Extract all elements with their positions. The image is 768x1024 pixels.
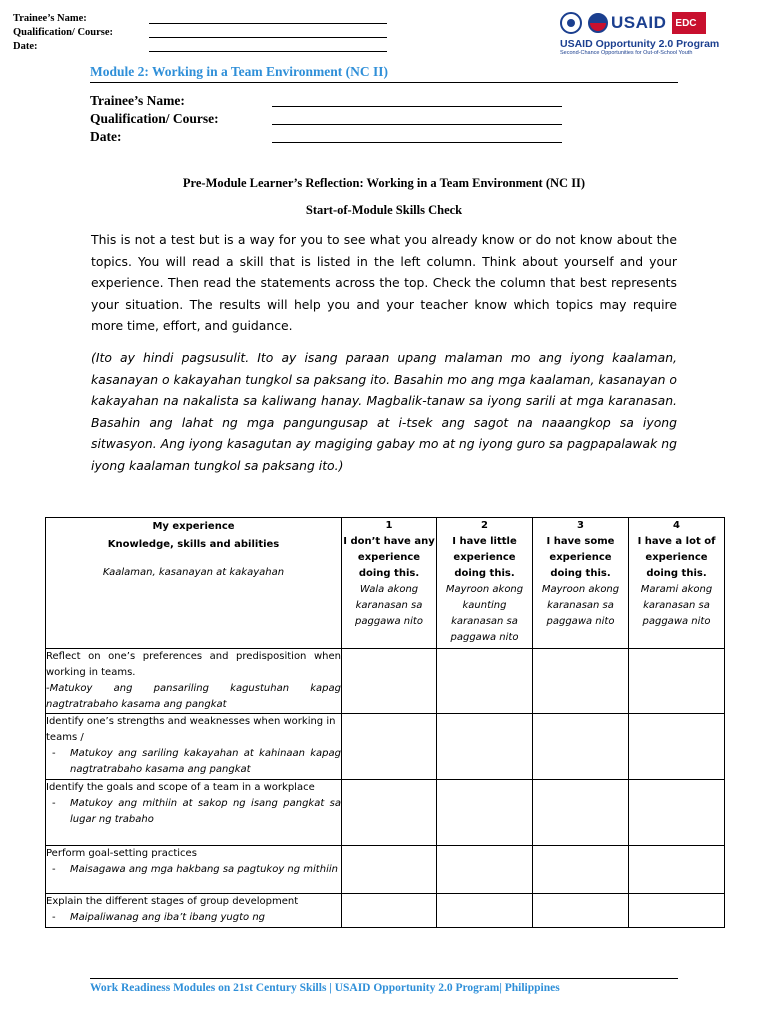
experience-header-filipino: Kaalaman, kasanayan at kakayahan xyxy=(102,567,285,578)
rating-cell-2[interactable] xyxy=(437,714,533,780)
rating-header-2 xyxy=(437,518,533,649)
skill-english: Reflect on one’s preferences and predisposition when working in teams. xyxy=(46,651,341,678)
table-header-row xyxy=(46,518,725,649)
program-title: USAID Opportunity 2.0 Program xyxy=(560,38,720,50)
header-field-line[interactable] xyxy=(149,40,387,52)
table-row xyxy=(46,780,725,846)
rating-label-filipino: Mayroon akong karanasan sa paggawa nito xyxy=(541,584,620,627)
trainee-field-row xyxy=(90,110,562,128)
rating-cell-1[interactable] xyxy=(342,714,437,780)
table-row xyxy=(46,846,725,894)
usaid-emblem-icon xyxy=(588,13,608,33)
footer-text: Work Readiness Modules on 21st Century Skills | USAID Opportunity 2.0 Program| Philippines xyxy=(90,982,560,994)
logo-row xyxy=(560,12,760,34)
rating-cell-1[interactable] xyxy=(342,780,437,846)
trainee-fields xyxy=(90,92,562,146)
rating-label-english: I have little experience doing this. xyxy=(452,536,517,579)
skills-check-table xyxy=(45,517,725,928)
usaid-logo-text: USAID xyxy=(611,13,667,32)
module-divider xyxy=(90,82,678,83)
rating-cell-4[interactable] xyxy=(629,780,725,846)
rating-cell-3[interactable] xyxy=(533,894,629,928)
intro-english: This is not a test but is a way for you to see what you already know or do not know about the topics. You will read a skill that is listed in the left column. Think about yourself and your experience. Then read the statements across the top. Check the column that best represents your situation. The results will help you and your teacher know which topics may require more time, effort, and guidance. xyxy=(91,232,677,334)
skill-filipino: - Matukoy ang mithiin at sakop ng isang pangkat sa lugar ng trabaho xyxy=(46,796,341,828)
rating-label-english: I have some experience doing this. xyxy=(546,536,615,579)
rating-cell-2[interactable] xyxy=(437,894,533,928)
program-logos xyxy=(560,12,760,56)
rating-header-4 xyxy=(629,518,725,649)
date-line[interactable] xyxy=(272,128,562,143)
reflection-title: Pre-Module Learner’s Reflection: Working in a Team Environment (NC II) xyxy=(182,176,586,190)
header-field-line[interactable] xyxy=(149,26,387,38)
rating-cell-3[interactable] xyxy=(533,714,629,780)
skill-filipino: - Maipaliwanag ang iba’t ibang yugto ng xyxy=(46,910,341,926)
rating-number: 3 xyxy=(577,520,584,531)
skill-english: Explain the different stages of group development xyxy=(46,896,299,907)
rating-cell-4[interactable] xyxy=(629,846,725,894)
trainee-field-row xyxy=(90,92,562,110)
rating-cell-4[interactable] xyxy=(629,649,725,714)
tesda-seal-icon xyxy=(560,12,582,34)
trainee-name-label: Trainee’s Name: xyxy=(90,93,185,108)
rating-label-english: I don’t have any experience doing this. xyxy=(343,536,435,579)
rating-cell-3[interactable] xyxy=(533,846,629,894)
module-title: Module 2: Working in a Team Environment (NC II) xyxy=(90,64,389,79)
skills-check-title: Start-of-Module Skills Check xyxy=(305,203,463,217)
trainee-field-row xyxy=(90,128,562,146)
rating-cell-2[interactable] xyxy=(437,780,533,846)
skill-cell xyxy=(46,714,342,780)
rating-number: 4 xyxy=(673,520,680,531)
rating-label-english: I have a lot of experience doing this. xyxy=(637,536,716,579)
rating-number: 1 xyxy=(385,520,393,531)
header-field-row xyxy=(13,26,387,40)
usaid-logo xyxy=(588,13,666,33)
rating-cell-1[interactable] xyxy=(342,649,437,714)
rating-cell-2[interactable] xyxy=(437,846,533,894)
rating-label-filipino: Marami akong karanasan sa paggawa nito xyxy=(640,584,713,627)
rating-label-filipino: Wala akong karanasan sa paggawa nito xyxy=(355,584,423,627)
skill-cell xyxy=(46,894,342,928)
program-subtitle: Second-Chance Opportunities for Out-of-School Youth xyxy=(560,50,693,56)
qualification-label: Qualification/ Course: xyxy=(90,111,219,126)
skill-filipino: -Matukoy ang pansariling kagustuhan kapag nagtratrabaho kasama ang pangkat xyxy=(46,683,341,710)
header-field-row xyxy=(13,40,387,54)
header-field-label: Qualification/ Course: xyxy=(13,27,114,38)
rating-cell-4[interactable] xyxy=(629,714,725,780)
skill-english: Identify one’s strengths and weaknesses when working in teams / xyxy=(46,716,336,743)
header-fields xyxy=(13,12,387,54)
skill-filipino: - Matukoy ang sariling kakayahan at kahinaan kapag nagtratrabaho kasama ang pangkat xyxy=(46,746,341,778)
date-label: Date: xyxy=(90,129,122,144)
footer-divider xyxy=(90,978,678,979)
experience-header-subtitle: Knowledge, skills and abilities xyxy=(107,539,280,550)
table-row xyxy=(46,714,725,780)
rating-cell-3[interactable] xyxy=(533,649,629,714)
skill-english: Perform goal-setting practices xyxy=(46,848,197,859)
skill-cell xyxy=(46,780,342,846)
rating-cell-4[interactable] xyxy=(629,894,725,928)
header-field-row xyxy=(13,12,387,26)
rating-cell-2[interactable] xyxy=(437,649,533,714)
skill-cell xyxy=(46,649,342,714)
rating-label-filipino: Mayroon akong kaunting karanasan sa paggawa nito xyxy=(445,584,524,643)
rating-header-1 xyxy=(342,518,437,649)
header-field-label: Date: xyxy=(13,41,38,52)
rating-cell-3[interactable] xyxy=(533,780,629,846)
skill-filipino: - Maisagawa ang mga hakbang sa pagtukoy ng mithiin xyxy=(46,862,341,878)
rating-cell-1[interactable] xyxy=(342,894,437,928)
rating-header-3 xyxy=(533,518,629,649)
skill-english: Identify the goals and scope of a team in a workplace xyxy=(46,782,315,793)
rating-number: 2 xyxy=(481,520,488,531)
experience-header-cell xyxy=(46,518,342,649)
skill-cell xyxy=(46,846,342,894)
experience-header-title: My experience xyxy=(152,521,235,532)
edc-logo: EDC xyxy=(672,12,706,34)
qualification-line[interactable] xyxy=(272,110,562,125)
table-row xyxy=(46,894,725,928)
header-field-label: Trainee’s Name: xyxy=(13,13,87,24)
rating-cell-1[interactable] xyxy=(342,846,437,894)
table-row xyxy=(46,649,725,714)
intro-filipino: (Ito ay hindi pagsusulit. Ito ay isang paraan upang malaman mo ang iyong kaalaman, kasanayan o kakayahan tungkol sa paksang ito. Basahin mo ang mga kaalaman, kasanayan o kakayahan na nakalista sa kaliwang hanay. Magbalik-tanaw sa iyong sarili at mga karanasan. Basahin ang lahat ng mga pangungusap at i-tsek ang sagot na naaangkop sa iyong sitwasyon. Ang iyong kasagutan ay magiging gabay mo at ng iyong guro sa pagpapalawak ng iyong kaalaman tungkol sa paksang ito.) xyxy=(91,350,677,473)
trainee-name-line[interactable] xyxy=(272,92,562,107)
header-field-line[interactable] xyxy=(149,12,387,24)
